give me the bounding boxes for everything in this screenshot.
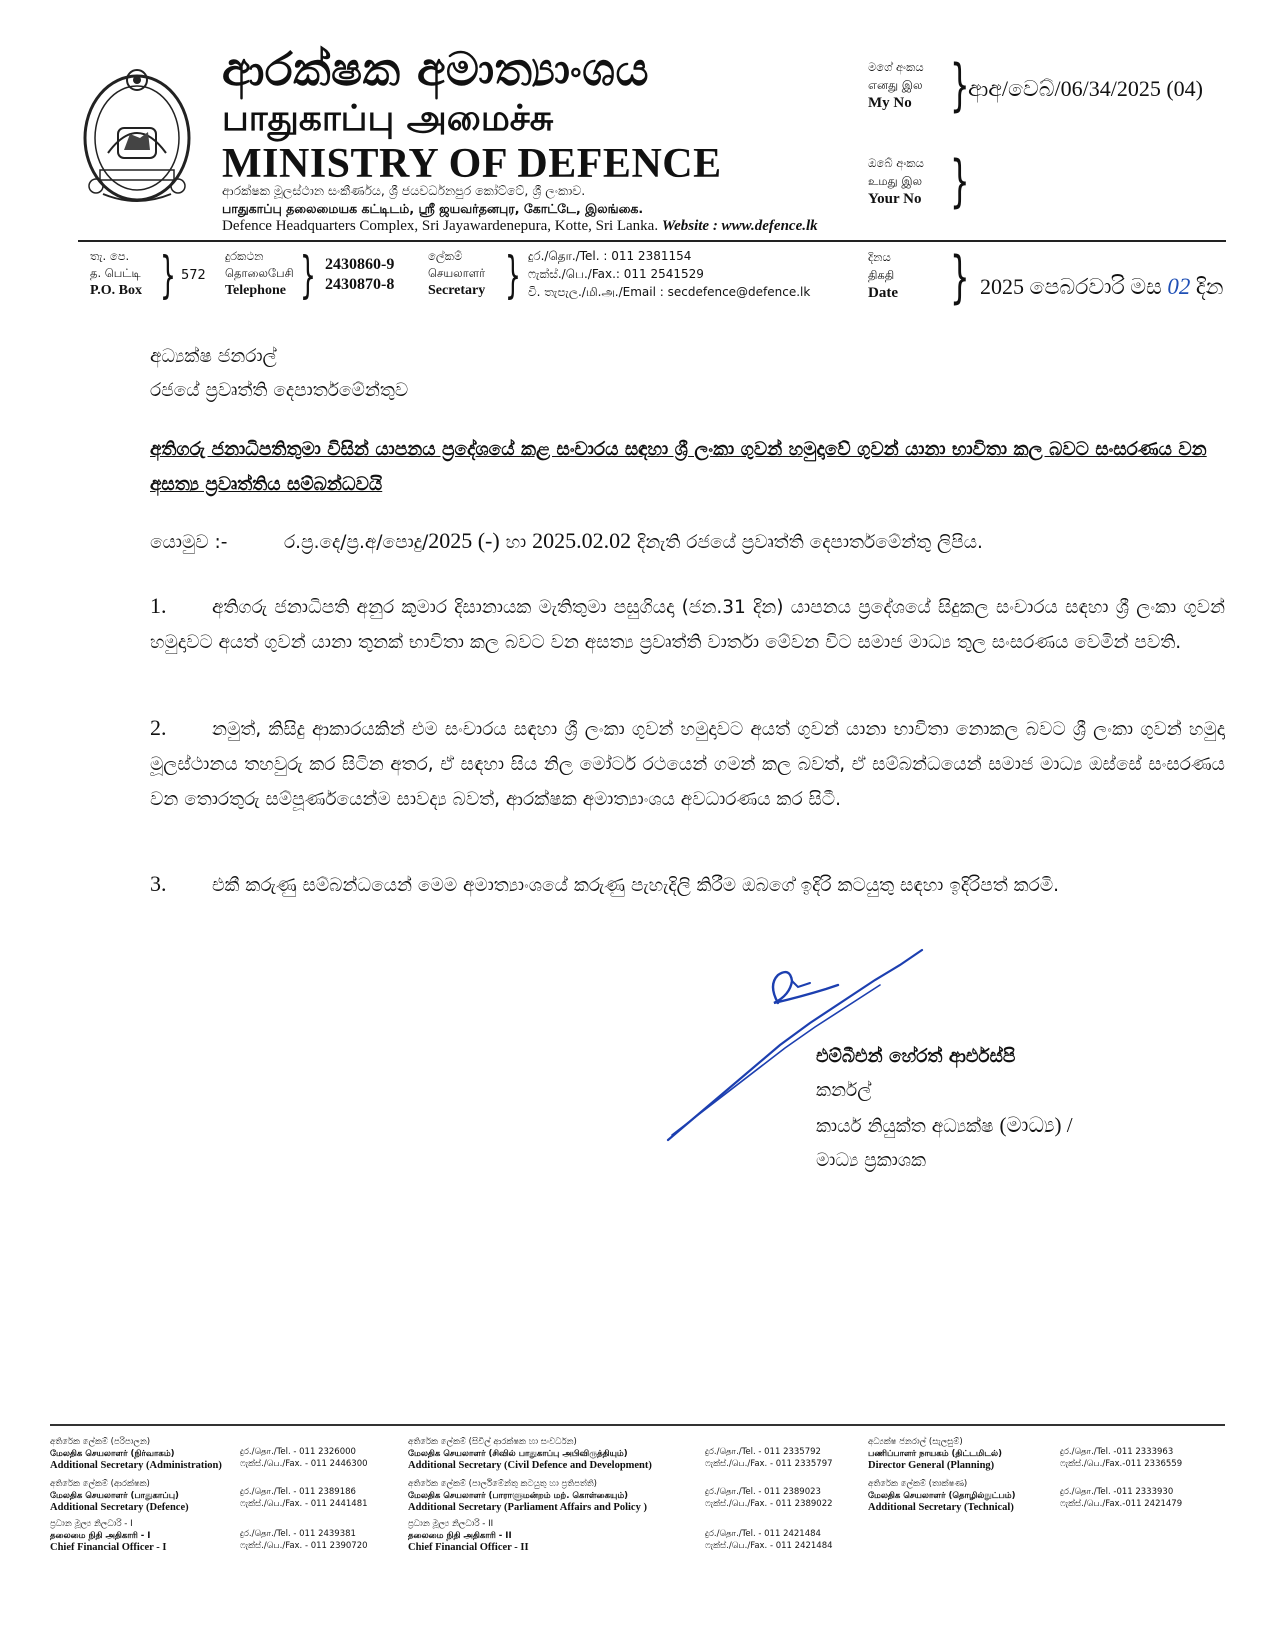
paragraph-number: 2. [150, 715, 167, 740]
secretary-label [428, 248, 485, 299]
your-no-brace: } [950, 149, 970, 214]
footer-fax: ෆැක්ස්./பெ./Fax. - 011 2335797 [705, 1459, 833, 1469]
footer-title-si: ප්‍රධාන මූල්‍ය නිලධාරි - I [50, 1519, 133, 1529]
date-brace: } [950, 245, 970, 310]
footer-phones [1060, 1486, 1182, 1510]
my-no-label [868, 58, 924, 112]
footer-phones [705, 1486, 833, 1510]
signatory-title-2: මාධ්‍ය ප්‍රකාශක [816, 1150, 927, 1171]
telephone-label [225, 248, 294, 299]
ministry-name-english: MINISTRY OF DEFENCE [222, 141, 722, 187]
telephone-value-1: 2430860-9 [325, 256, 395, 273]
footer-title-en: Additional Secretary (Parliament Affairs and Policy ) [408, 1502, 647, 1513]
footer-fax: ෆැක්ස්./பெ./Fax. - 011 2390720 [240, 1541, 368, 1551]
footer-tel: දුර./தொ./Tel. -011 2333930 [1060, 1487, 1174, 1497]
footer-title-en: Additional Secretary (Administration) [50, 1460, 222, 1471]
footer-title-si: අධ්‍යක්ෂ ජනරාල් (සැලසුම්) [868, 1437, 963, 1447]
address-tamil: பாதுகாப்பு தலைமையக கட்டிடம், ஸ்ரீ ஜயவர்தனபுர, கோட்டே, இலங்கை. [222, 201, 644, 216]
pobox-label [90, 248, 142, 299]
footer-phones [240, 1486, 368, 1510]
footer-phones [705, 1528, 833, 1552]
addressee-line-2: රජයේ ප්‍රවෘත්ති දෙපාර්තමේන්තුව [150, 380, 409, 401]
paragraph-text: නමුත්, කිසිදු ආකාරයකින් එම සංචාරය සඳහා ශ්‍රී ලංකා ගුවන් හමුදාවට අයත් ගුවන් යානා භාවිතා නොකල බවට ශ්‍රී ලංකා ගුවන් හමුදා මූලස්ථානය තහවුරු කර සිටින අතර, ඒ සඳහා සිය නිල මෝටර් රථයෙන් ගමන් කල බවත්, ඒ සම්බන්ධයෙන් සමාජ මාධ්‍ය ඔස්සේ සංසරණය වන තොරතුරු සම්පූර්ණයෙන්ම සාවද්‍ය බවත්, ආරක්ෂක අමාත්‍යාංශය අවධාරණය කර සිටී. [150, 719, 1225, 810]
footer-tel: දුර./தொ./Tel. - 011 2439381 [240, 1529, 356, 1539]
address-sinhala: ආරක්ෂක මූලස්ථාන සංකීර්ණය, ශ්‍රී ජයවර්ධනපුර කෝට්ටේ, ශ්‍රී ලංකාව. [222, 183, 586, 198]
signatory-title-paren: (මාධ්‍ය) / [999, 1113, 1073, 1137]
date-label-en: Date [868, 285, 898, 301]
footer-fax: ෆැක්ස්./பெ./Fax.-011 2336559 [1060, 1459, 1183, 1469]
reference-and: හා [499, 532, 533, 553]
pobox-label-si: තැ. පෙ. [90, 249, 130, 263]
addressee [150, 340, 408, 408]
footer-fax: ෆැක්ස්./பெ./Fax. - 011 2441481 [240, 1499, 368, 1509]
telephone-value-2: 2430870-8 [325, 276, 395, 293]
paragraph-number: 1. [150, 593, 167, 618]
footer-fax: ෆැක්ස්./பெ./Fax. - 011 2389022 [705, 1499, 833, 1509]
secretary-tel: දුර./தொ./Tel. : 011 2381154 [528, 249, 692, 263]
footer-phones [240, 1528, 368, 1552]
date-suffix: දින [1190, 274, 1224, 299]
secretary-contacts [528, 247, 810, 301]
footer-title-en: Director General (Planning) [868, 1460, 995, 1471]
date-year-month: 2025 පෙබරවාරි මස [980, 274, 1168, 299]
sri-lanka-emblem-icon [78, 58, 196, 208]
footer-title-ta: மேலதிக செயலாளர் (பாராளுமன்றம் மற். கொள்கையும்) [408, 1491, 629, 1501]
my-no-label-en: My No [868, 95, 912, 111]
website-url: : www.defence.lk [709, 218, 818, 234]
footer-title-si: ප්‍රධාන මූල්‍ය නිලධාරි - II [408, 1519, 494, 1529]
pobox-label-en: P.O. Box [90, 283, 142, 298]
footer-title-en: Chief Financial Officer - II [408, 1542, 529, 1553]
addressee-line-1: අධ්‍යක්ෂ ජනරාල් [150, 346, 277, 367]
footer-phones [240, 1446, 368, 1470]
telephone-brace: } [300, 246, 316, 304]
telephone-values [325, 255, 394, 295]
footer-phones [1060, 1446, 1182, 1470]
footer-title-si: අතිරේක ලේකම් (ආරක්ෂක) [50, 1479, 150, 1489]
footer-tel: දුර./தொ./Tel. - 011 2326000 [240, 1447, 356, 1457]
footer-tel: දුර./தொ./Tel. - 011 2389186 [240, 1487, 356, 1497]
footer-tel: දුර./தொ./Tel. - 011 2421484 [705, 1529, 821, 1539]
footer-contact [50, 1518, 166, 1554]
footer-contact [868, 1478, 1016, 1514]
date-label [868, 248, 898, 302]
reference-number: 2025 (-) [428, 528, 500, 553]
ministry-name-sinhala: ආරක්ෂක අමාත්‍යාංශය [222, 42, 650, 96]
ministry-name-tamil: பாதுகாப்பு அமைச்சு [222, 98, 554, 139]
footer-title-en: Chief Financial Officer - I [50, 1542, 167, 1553]
footer-title-ta: தலைமை நிதி அதிகாரி - I [50, 1531, 151, 1541]
paragraph-3 [150, 866, 1225, 903]
footer-title-ta: பணிப்பாளர் நாயகம் (திட்டமிடல்) [868, 1449, 1002, 1459]
secretary-label-si: ලේකම් [428, 249, 463, 263]
footer-title-si: අතිරේක ලේකම් (තාක්ෂණ) [868, 1479, 968, 1489]
footer-title-si: අතිරේක ලේකම් (සිවිල් ආරක්ෂක හා සංවර්ධන) [408, 1437, 577, 1447]
footer-contact [50, 1478, 189, 1514]
footer-tel: දුර./தொ./Tel. -011 2333963 [1060, 1447, 1174, 1457]
date-label-si: දිනය [868, 250, 891, 264]
footer-title-ta: மேலதிக செயலாளர் (தொழில்நுட்பம்) [868, 1491, 1016, 1501]
paragraph-number: 3. [150, 871, 167, 896]
reference-pre: ර.ප්‍ර.දෙ/ප්‍ර.අ/පොදු/ [284, 532, 429, 553]
footer-fax: ෆැක්ස්./பெ./Fax.-011 2421479 [1060, 1499, 1183, 1509]
footer-contact [408, 1518, 529, 1554]
paragraph-text: එකී කරුණු සම්බන්ධයෙන් මෙම අමාත්‍යාංශයේ කරුණු පැහැදිලි කිරීම ඔබගේ ඉදිරි කටයුතු සඳහා ඉදිරිපත් කරමි. [212, 875, 1060, 896]
footer-contact [408, 1436, 652, 1472]
website-label: Website [661, 218, 710, 234]
footer-fax: ෆැක්ස්./பெ./Fax. - 011 2421484 [705, 1541, 833, 1551]
footer-title-ta: மேலதிக செயலாளர் (சிவில் பாதுகாப்பு அபிவிருத்தியும்) [408, 1449, 628, 1459]
your-no-label-si: ඔබේ අංකය [868, 156, 924, 170]
your-no-label-ta: உமது இல [868, 174, 923, 188]
signatory-name: එම්බීඑන් හේරත් ආර්එස්පි [816, 1046, 1016, 1067]
footer-title-en: Additional Secretary (Civil Defence and Development) [408, 1460, 652, 1471]
my-no-label-si: මගේ අංකය [868, 60, 924, 74]
footer-title-ta: மேலதிக செயலாளர் (பாதுகாப்பு) [50, 1491, 179, 1501]
reference-label: යොමුව :- [150, 532, 228, 553]
secretary-label-en: Secretary [428, 283, 486, 298]
paragraph-2 [150, 710, 1225, 817]
paragraph-text: අතිගරු ජනාධිපති අනුර කුමාර දිසානායක මැතිතුමා පසුගියදා (ජන.31 දින) යාපනය ප්‍රදේශයේ සිදුකල සංචාරය සඳහා ශ්‍රී ලංකා ගුවන් හමුදාවට අයත් ගුවන් යානා තුනක් භාවිතා කල බවට වන අසත්‍ය ප්‍රවෘත්ති වාර්තා මේවන විට සමාජ මාධ්‍ය තුල සංසරණය වෙමින් පවති. [150, 597, 1225, 653]
pobox-label-ta: த. பெட்டி [90, 266, 141, 280]
footer-contact [868, 1436, 1002, 1472]
footer-title-ta: தலைமை நிதி அதிகாரி - II [408, 1531, 512, 1541]
footer-title-en: Additional Secretary (Technical) [868, 1502, 1014, 1513]
pobox-brace: } [160, 246, 176, 304]
footer-title-si: අතිරේක ලේකම් (පරිපාලන) [50, 1437, 151, 1447]
secretary-fax: ෆැක්ස්./பெ./Fax.: 011 2541529 [528, 267, 704, 281]
footer-divider [50, 1424, 1225, 1426]
secretary-email[interactable]: වි. තැපැල./மி.அ./Email : secdefence@defence.lk [528, 285, 811, 299]
date-value [980, 274, 1224, 300]
address-english-text: Defence Headquarters Complex, Sri Jayawardenepura, Kotte, Sri Lanka. [222, 218, 659, 234]
footer-title-si: අතිරේක ලේකම් (පාර්ලිමේන්තු කටයුතු හා ප්‍රතිපත්ති) [408, 1479, 597, 1489]
reference-post: දිනැති රජයේ ප්‍රවෘත්ති දෙපාර්තමේන්තු ලිපිය. [631, 532, 983, 553]
footer-fax: ෆැක්ස්./பெ./Fax. - 011 2446300 [240, 1459, 368, 1469]
footer-title-en: Additional Secretary (Defence) [50, 1502, 189, 1513]
signatory-title-text: කාර්ය නියුක්ත අධ්‍යක්ෂ [816, 1116, 1000, 1137]
signatory-block [816, 1040, 1073, 1178]
reference-line [150, 523, 983, 560]
signatory-title [816, 1108, 1073, 1144]
letter-subject: අතිගරු ජනාධිපතිතුමා විසින් යාපනය ප්‍රදේශයේ කළ සංචාරය සඳහා ශ්‍රී ලංකා ගුවන් හමුදාවේ ගුවන් යානා භාවිතා කල බවට සංසරණය වන අසත්‍ය ප්‍රවෘත්තිය සම්බන්ධවයි [150, 439, 1207, 495]
telephone-label-en: Telephone [225, 283, 286, 298]
paragraph-1 [150, 588, 1225, 660]
header-divider [78, 240, 1226, 242]
footer-contact [408, 1478, 647, 1514]
signatory-rank: කර්නල් [816, 1080, 872, 1101]
my-no-brace: } [950, 53, 970, 118]
my-no-label-ta: எனது இல [868, 78, 923, 92]
date-label-ta: திகதி [868, 268, 895, 282]
your-no-label [868, 154, 924, 208]
telephone-label-ta: தொலைபேசி [225, 266, 294, 280]
secretary-brace: } [505, 246, 521, 304]
telephone-label-si: දුරකථන [225, 249, 264, 263]
pobox-value: 572 [181, 268, 206, 283]
your-no-label-en: Your No [868, 191, 922, 207]
footer-title-ta: மேலதிக செயலாளர் (நிர்வாகம்) [50, 1449, 175, 1459]
footer-tel: දුර./தொ./Tel. - 011 2335792 [705, 1447, 821, 1457]
reference-date: 2025.02.02 [532, 528, 632, 553]
footer-phones [705, 1446, 833, 1470]
date-day: 02 [1167, 274, 1191, 299]
secretary-label-ta: செயலாளர் [428, 266, 486, 280]
my-no-value: ආඅ/වෙබ්/06/34/2025 (04) [968, 76, 1203, 101]
address-english [222, 218, 818, 235]
footer-contact [50, 1436, 222, 1472]
footer-tel: දුර./தொ./Tel. - 011 2389023 [705, 1487, 821, 1497]
